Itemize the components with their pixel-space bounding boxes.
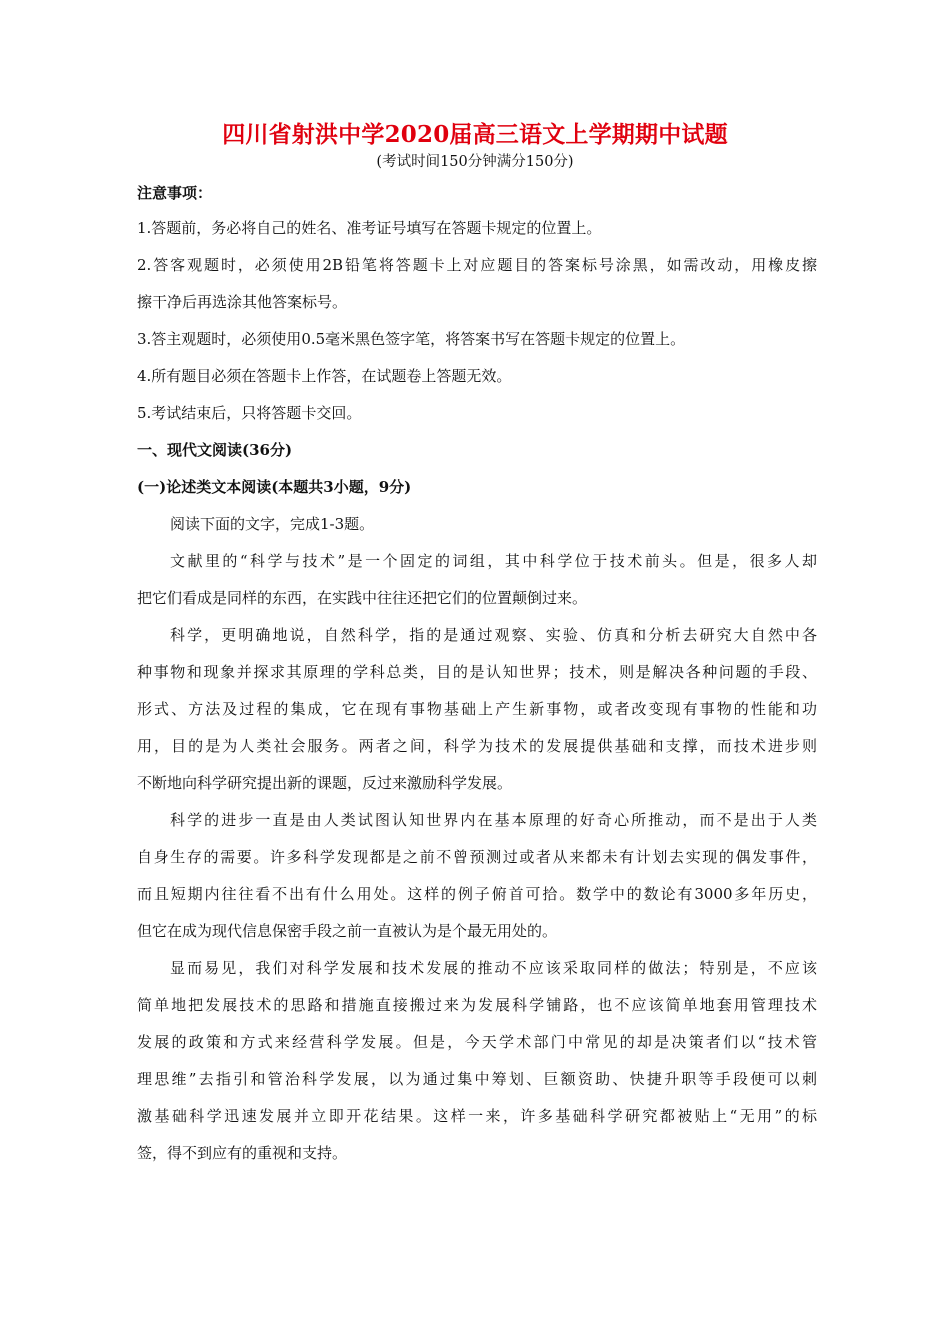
reading-instruction: 阅读下面的文字，完成1-3题。 [170,515,375,533]
paragraph-line: 激基础科学迅速发展并立即开花结果。这样一来，许多基础科学研究都被贴上“无用”的标 [137,1107,817,1125]
paragraph-1 [137,543,817,617]
notice-heading: 注意事项： [137,184,213,202]
paragraph-line: 简单地把发展技术的思路和措施直接搬过来为发展科学铺路，也不应该简单地套用管理技术 [137,996,817,1014]
paragraph-line: 发展的政策和方式来经营科学发展。但是，今天学术部门中常见的却是决策者们以“技术管 [137,1033,817,1051]
paragraph-line: 科学的进步一直是由人类试图认知世界内在基本原理的好奇心所推动，而不是出于人类 [170,811,817,829]
notice-item-2: 2.答客观题时，必须使用2B铅笔将答题卡上对应题目的答案标号涂黑，如需改动，用橡皮擦 [137,256,817,274]
notice-item-4: 4.所有题目必须在答题卡上作答，在试题卷上答题无效。 [137,367,512,385]
paragraph-line: 但它在成为现代信息保密手段之前一直被认为是个最无用处的。 [137,922,558,940]
document-title: 四川省射洪中学2020届高三语文上学期期中试题 [222,121,728,148]
notice-item-2-cont: 擦干净后再选涂其他答案标号。 [137,293,348,311]
paragraph-line: 用，目的是为人类社会服务。两者之间，科学为技术的发展提供基础和支撑，而技术进步则 [137,737,817,755]
section-heading: 一、现代文阅读(36分) [137,441,293,459]
paragraph-line: 把它们看成是同样的东西，在实践中往往还把它们的位置颠倒过来。 [137,589,588,607]
paragraph-line: 种事物和现象并探求其原理的学科总类，目的是认知世界；技术，则是解决各种问题的手段、 [137,663,817,681]
paragraph-4 [137,950,817,1172]
paragraph-line: 而且短期内往往看不出有什么用处。这样的例子俯首可拾。数学中的数论有3000多年历史， [137,885,817,903]
paragraph-3 [137,802,817,950]
notice-item-3: 3.答主观题时，必须使用0.5毫米黑色签字笔，将答案书写在答题卡规定的位置上。 [137,330,686,348]
paragraph-line: 文献里的“科学与技术”是一个固定的词组，其中科学位于技术前头。但是，很多人却 [170,552,817,570]
exam-time-note: (考试时间150分钟满分150分) [376,154,574,170]
notice-item-1: 1.答题前，务必将自己的姓名、准考证号填写在答题卡规定的位置上。 [137,219,602,237]
paragraph-line: 显而易见，我们对科学发展和技术发展的推动不应该采取同样的做法；特别是，不应该 [170,959,817,977]
notice-item-5: 5.考试结束后，只将答题卡交回。 [137,404,362,422]
subsection-heading: (一)论述类文本阅读(本题共3小题，9分) [137,478,412,496]
paragraph-line: 科学，更明确地说，自然科学，指的是通过观察、实验、仿真和分析去研究大自然中各 [170,626,817,644]
paragraph-line: 自身生存的需要。许多科学发现都是之前不曾预测过或者从来都未有计划去实现的偶发事件， [137,848,817,866]
paragraph-line: 签，得不到应有的重视和支持。 [137,1144,348,1162]
paragraph-line: 形式、方法及过程的集成，它在现有事物基础上产生新事物，或者改变现有事物的性能和功 [137,700,817,718]
paragraph-2 [137,617,817,802]
paragraph-line: 理思维”去指引和管治科学发展，以为通过集中筹划、巨额资助、快捷升职等手段便可以刺 [137,1070,817,1088]
paragraph-line: 不断地向科学研究提出新的课题，反过来激励科学发展。 [137,774,513,792]
document-body [137,176,817,1172]
